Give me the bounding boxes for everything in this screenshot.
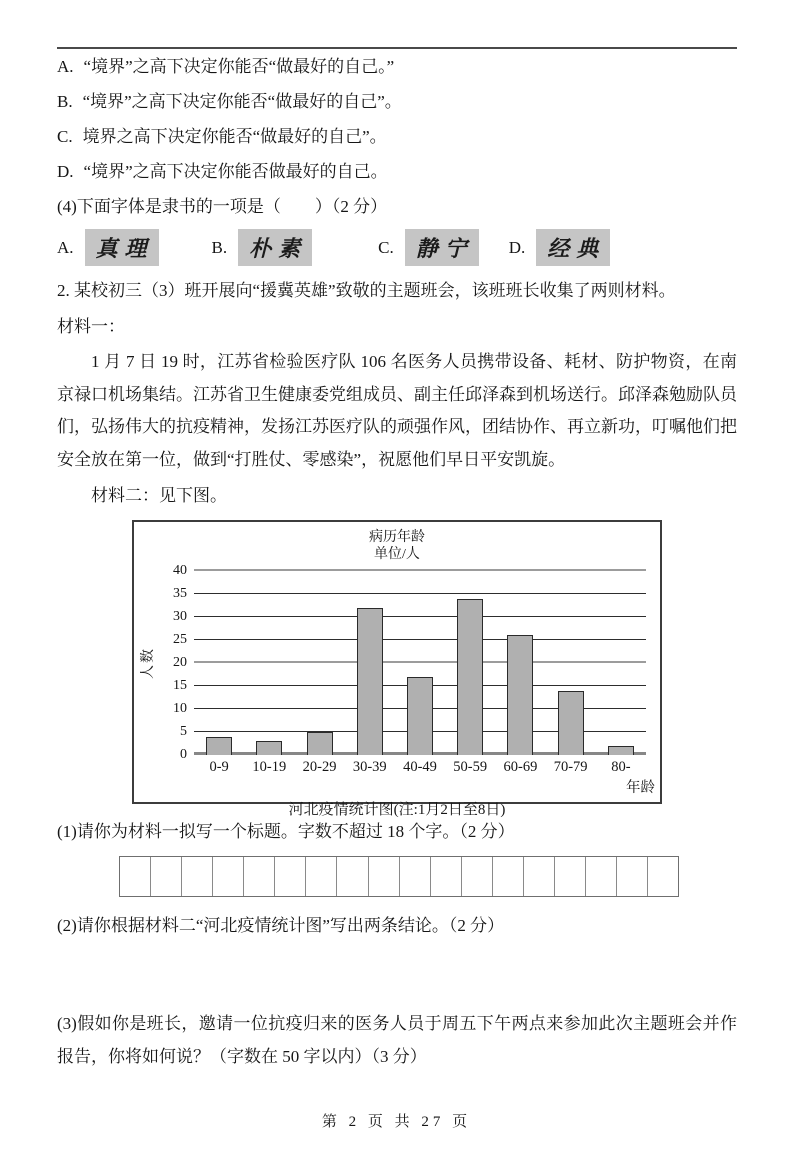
answer-cell xyxy=(120,857,151,896)
y-axis-ticks xyxy=(160,563,194,762)
option-label: D. xyxy=(57,162,74,181)
y-tick-label: 15 xyxy=(173,678,187,693)
bar-50-59 xyxy=(457,599,483,755)
answer-cell xyxy=(462,857,493,896)
x-tick-label: 30-39 xyxy=(352,759,387,775)
exam-page xyxy=(0,47,793,1169)
answer-cell xyxy=(400,857,431,896)
option-label: A. xyxy=(57,237,74,257)
sub-question-3: (3)假如你是班长，邀请一位抗疫归来的医务人员于周五下午两点来参加此次主题班会并作报告，你将如何说？（字数在 50 字以内）（3 分） xyxy=(57,1014,737,1066)
option-label: C. xyxy=(57,127,73,146)
gridline xyxy=(194,639,646,640)
chart-title-line1: 病历年龄 xyxy=(369,530,425,545)
answer-cell xyxy=(648,857,678,896)
answer-cell xyxy=(306,857,337,896)
sub-question-2: (2)请你根据材料二“河北疫情统计图”写出两条结论。（2 分） xyxy=(57,916,505,935)
option-text: “境界”之高下决定你能否做最好的自己。 xyxy=(83,162,388,181)
chart-title-line2: 单位/人 xyxy=(374,547,420,562)
y-tick-label: 20 xyxy=(173,655,187,670)
y-tick-label: 0 xyxy=(180,747,187,762)
material-2-label: 材料二：见下图。 xyxy=(91,486,227,505)
x-tick-label: 70-79 xyxy=(553,759,588,775)
chart-caption: 河北疫情统计图(注:1月2日至8日) xyxy=(288,802,506,818)
x-tick-label: 0-9 xyxy=(209,759,229,775)
gridline xyxy=(194,593,646,594)
option-label: C. xyxy=(378,237,394,257)
y-axis-label: 人数 xyxy=(141,647,156,679)
x-tick-label: 10-19 xyxy=(252,759,287,775)
gridline xyxy=(194,661,646,663)
x-tick-label: 50-59 xyxy=(453,759,488,775)
chart xyxy=(132,520,662,818)
y-tick-label: 25 xyxy=(173,632,187,647)
answer-cell xyxy=(524,857,555,896)
chart-title xyxy=(134,529,660,563)
y-tick-label: 10 xyxy=(173,701,187,716)
answer-cell xyxy=(151,857,182,896)
answer-cell xyxy=(586,857,617,896)
answer-cell xyxy=(617,857,648,896)
x-axis-ticks xyxy=(194,759,655,796)
x-tick-label: 60-69 xyxy=(503,759,538,775)
choice-option-d xyxy=(57,154,737,189)
answer-grid xyxy=(119,856,679,897)
y-tick-label: 30 xyxy=(173,609,187,624)
bar-10-19 xyxy=(256,741,282,755)
bar-20-29 xyxy=(307,732,333,755)
calligraphy-sample-b: 朴素 xyxy=(238,229,312,266)
bar-60-69 xyxy=(507,635,533,755)
answer-cell xyxy=(431,857,462,896)
chart-plot-area xyxy=(194,571,646,755)
option-text: “境界”之高下决定你能否“做最好的自己”。 xyxy=(82,92,402,111)
bar-80- xyxy=(608,746,634,755)
calligraphy-sample-c: 静宁 xyxy=(405,229,479,266)
answer-cell xyxy=(369,857,400,896)
material-1-label: 材料一： xyxy=(57,317,125,336)
choice-option-b xyxy=(57,84,737,119)
choice-option-a xyxy=(57,49,737,84)
chart-main xyxy=(134,563,646,762)
page-number: 第 2 页 共 27 页 xyxy=(321,1114,472,1130)
material-1-text: 1 月 7 日 19 时，江苏省检验医疗队 106 名医务人员携带设备、耗材、防护物资，在南京禄口机场集结。江苏省卫生健康委党组成员、副主任邱泽森到机场送行。邱泽森勉励队员们，弘扬伟大的抗疫精神，发扬江苏医疗队的顽强作风，团结协作、再立新功，叮嘱他们把安全放在第一位，做到“打胜仗、零感染”，祝愿他们早日平安凯旋。 xyxy=(57,352,737,469)
calligraphy-sample-d: 经典 xyxy=(536,229,610,266)
option-label: B. xyxy=(57,92,73,111)
answer-cell xyxy=(555,857,586,896)
bar-40-49 xyxy=(407,677,433,755)
answer-cell xyxy=(275,857,306,896)
option-text: 境界之高下决定你能否“做最好的自己”。 xyxy=(82,127,387,146)
calligraphy-option-c xyxy=(378,229,479,266)
answer-cell xyxy=(244,857,275,896)
answer-cell xyxy=(337,857,368,896)
x-axis-label: 年龄 xyxy=(626,780,655,796)
gridline xyxy=(194,616,646,617)
y-tick-label: 35 xyxy=(173,586,187,601)
calligraphy-option-d xyxy=(509,229,611,266)
y-tick-label: 40 xyxy=(173,563,187,578)
option-label: D. xyxy=(508,237,526,257)
option-label: B. xyxy=(211,237,228,257)
gridline xyxy=(194,569,646,571)
question-2-stem: 2. 某校初三（3）班开展向“援冀英雄”致敬的主题班会，该班班长收集了两则材料。 xyxy=(57,281,676,300)
answer-cell xyxy=(493,857,524,896)
bar-0-9 xyxy=(206,737,232,755)
choice-option-c xyxy=(57,119,737,154)
bar-30-39 xyxy=(357,608,383,755)
calligraphy-sample-a: 真理 xyxy=(85,229,159,266)
y-tick-label: 5 xyxy=(180,724,187,739)
sub-question-4: (4)下面字体是隶书的一项是（ ）（2 分） xyxy=(57,197,388,216)
option-label: A. xyxy=(57,57,74,76)
sub-question-1: (1)请你为材料一拟写一个标题。字数不超过 18 个字。（2 分） xyxy=(57,822,515,841)
calligraphy-option-b xyxy=(212,229,313,266)
x-tick-label: 80- xyxy=(611,759,631,775)
calligraphy-options xyxy=(57,229,737,266)
calligraphy-option-a xyxy=(57,229,159,266)
bar-70-79 xyxy=(558,691,584,755)
option-text: “境界”之高下决定你能否“做最好的自己。” xyxy=(83,57,395,76)
x-tick-label: 20-29 xyxy=(302,759,337,775)
x-tick-label: 40-49 xyxy=(403,759,437,775)
answer-cell xyxy=(213,857,244,896)
answer-cell xyxy=(182,857,213,896)
